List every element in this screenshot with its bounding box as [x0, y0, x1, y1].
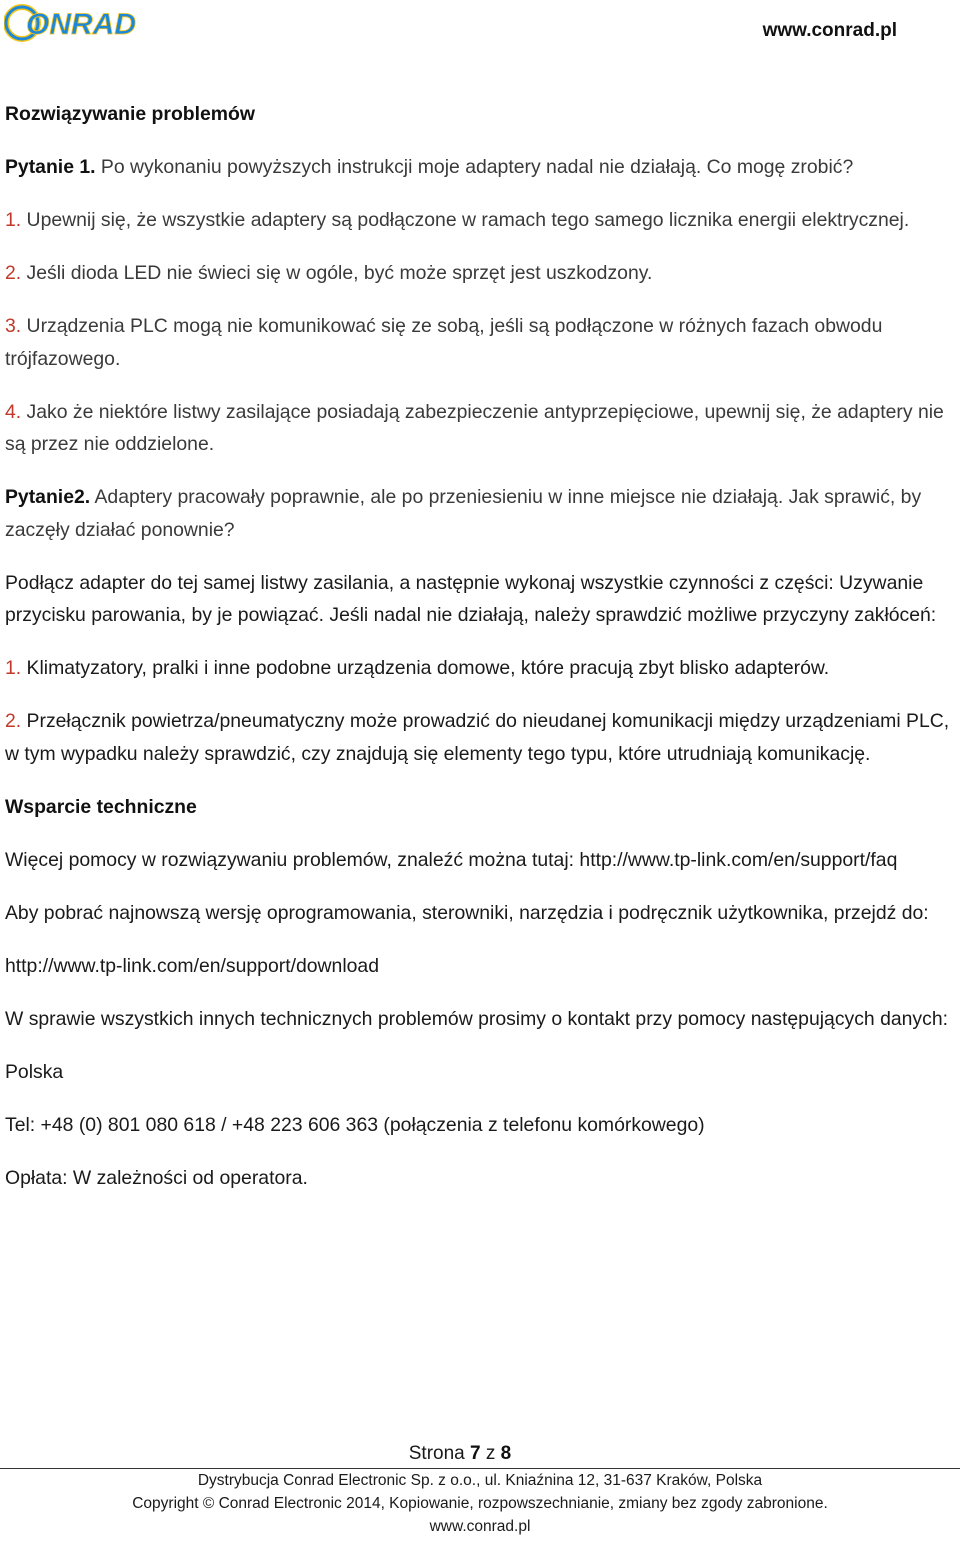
page-footer	[0, 1440, 960, 1538]
list-item-number: 2.	[5, 262, 22, 284]
footer-distributor: Dystrybucja Conrad Electronic Sp. z o.o., ul. Kniaźnina 12, 31-637 Kraków, Polska	[197, 1472, 763, 1489]
question-2-text: Adaptery pracowały poprawnie, ale po przeniesieniu w inne miejsce nie działają. Jak sprawić, by zaczęły działać ponownie?	[5, 486, 922, 541]
list-item	[5, 652, 950, 685]
page-total: 8	[500, 1443, 512, 1464]
list-item-number: 4.	[5, 400, 22, 423]
list-item-text: Upewnij się, że wszystkie adaptery są podłączone w ramach tego samego licznika energii elektrycznej.	[21, 209, 910, 231]
support-download-intro: Aby pobrać najnowszą wersję oprogramowania, sterowniki, narzędzia i podręcznik użytkownika, przejdź do:	[5, 901, 929, 924]
telephone: Tel: +48 (0) 801 080 618 / +48 223 606 363 (połączenia z telefonu komórkowego)	[5, 1113, 705, 1136]
list-item	[5, 705, 950, 770]
question-2-answer-a: Podłącz adapter do tej samej listwy zasilania, a następnie wykonaj wszystkie czynności z części: Uzywanie przycisku parowania, by je powiązać.	[5, 571, 924, 626]
footer-copyright: Copyright © Conrad Electronic 2014, Kopiowanie, rozpowszechnianie, zmiany bez zgody zabronione.	[132, 1495, 828, 1512]
question-1-text: Po wykonaniu powyższych instrukcji moje adaptery nadal nie działają. Co mogę zrobić?	[95, 156, 854, 178]
page-current: 7	[470, 1443, 481, 1464]
question-2-label: Pytanie2.	[5, 486, 91, 508]
list-item-number: 2.	[5, 710, 22, 732]
list-item-number: 3.	[5, 315, 22, 337]
list-item	[5, 396, 950, 461]
question-1	[5, 151, 950, 184]
page-prefix: Strona	[408, 1443, 471, 1464]
list-item-text: Urządzenia PLC mogą nie komunikować się ze sobą, jeśli są podłączone w różnych fazach obwodu trójfazowego.	[5, 315, 883, 370]
list-item-text: Przełącznik powietrza/pneumatyczny może prowadzić do nieudanej komunikacji między urządzeniami PLC, w tym wypadku należy sprawdzić, czy znajdują się elementy tego typu, które utrudniają komunikację.	[5, 710, 950, 765]
country: Polska	[5, 1060, 64, 1083]
question-1-label: Pytanie 1.	[5, 156, 96, 178]
list-item	[5, 310, 950, 375]
fee: Opłata: W zależności od operatora.	[5, 1166, 308, 1189]
question-2	[5, 481, 950, 546]
list-item-text: Klimatyzatory, pralki i inne podobne urządzenia domowe, które pracują zbyt blisko adapterów.	[21, 657, 830, 679]
section-heading-troubleshooting: Rozwiązywanie problemów	[5, 103, 255, 125]
document-body	[5, 98, 950, 1215]
page-number	[0, 1440, 960, 1468]
svg-text:ONRAD: ONRAD	[26, 8, 136, 41]
list-item-text: Jeśli dioda LED nie świeci się w ogóle, być może sprzęt jest uszkodzony.	[21, 262, 653, 284]
footer-site-url[interactable]: www.conrad.pl	[429, 1518, 531, 1535]
list-item-number: 1.	[5, 209, 22, 231]
footer-lines	[0, 1469, 960, 1538]
list-item	[5, 257, 950, 290]
support-download-link[interactable]: http://www.tp-link.com/en/support/download	[5, 954, 379, 977]
support-contact: W sprawie wszystkich innych technicznych problemów prosimy o kontakt przy pomocy następujących danych:	[5, 1007, 948, 1030]
list-item-text: Jako że niektóre listwy zasilające posiadają zabezpieczenie antyprzepięciowe, upewnij się, że adaptery nie są przez nie oddzielone.	[5, 400, 944, 455]
page-sep: z	[480, 1443, 501, 1464]
conrad-logo	[4, 2, 164, 42]
question-2-answer-b: Jeśli nadal nie działają, należy sprawdzić możliwe przyczyny zakłóceń:	[324, 604, 937, 626]
support-faq: Więcej pomocy w rozwiązywaniu problemów, znaleźć można tutaj: http://www.tp-link.com/en/support/faq	[5, 848, 898, 871]
question-2-answer	[5, 567, 950, 632]
list-item-number: 1.	[5, 657, 22, 679]
section-heading-support: Wsparcie techniczne	[5, 795, 197, 818]
header-site-url[interactable]: www.conrad.pl	[762, 20, 897, 41]
list-item	[5, 204, 950, 237]
page-header	[0, 0, 960, 60]
